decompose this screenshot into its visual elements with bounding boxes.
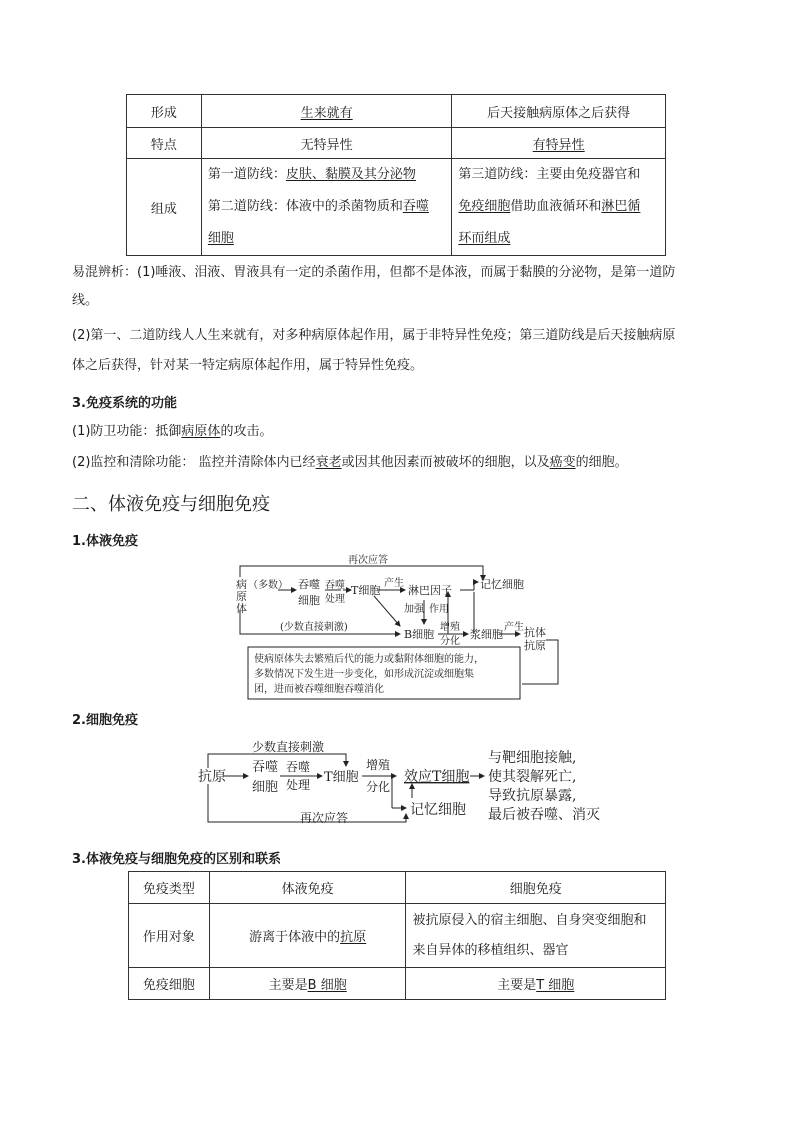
table-cell: 主要是T 细胞 [406, 968, 666, 1000]
again-label: 再次应答 [348, 555, 388, 566]
phagocyte-label-1: 吞噬 [252, 760, 279, 775]
confusion-note-1: 易混辨析：(1)唾液、泪液、胃液具有一定的杀菌作用，但都不是体液，而属于黏膜的分泌物，是第一道防 线。 [72, 265, 676, 308]
result-line-4: 最后被吞噬、消灭 [488, 807, 600, 823]
table-cell: 第三道防线：主要由免疫器官和 免疫细胞借助血液循环和淋巴循 环而组成 [452, 159, 666, 256]
column-header: 细胞免疫 [406, 872, 666, 904]
table-cell: 游离于体液中的抗原 [209, 904, 406, 968]
confusion-note-2: (2)第一、二道防线人人生来就有，对多种病原体起作用，属于非特异性免疫；第三道防线是后天接触病原 体之后获得，针对某一特定病原体起作用，属于特异性免疫。 [72, 328, 676, 373]
table-cell: 有特异性 [452, 128, 666, 159]
b-cell-label: B细胞 [404, 628, 435, 641]
row-label: 免疫细胞 [129, 968, 210, 1000]
table-row [129, 904, 666, 968]
section-heading: 3.免疫系统的功能 [72, 396, 177, 411]
table-cell: 无特异性 [201, 128, 452, 159]
process-label-2: 处理 [325, 594, 345, 605]
result-line-2: 使其裂解死亡, [488, 769, 577, 785]
section-heading: 1.体液免疫 [72, 534, 138, 549]
direct-stimulus-label: (少数直接刺激) [280, 622, 348, 633]
phagocyte-label-2: 细胞 [252, 780, 279, 795]
proliferate-label-1: 增殖 [366, 758, 391, 772]
process-label-1: 吞噬 [286, 760, 311, 774]
pathogen-label-1: 病 [236, 578, 247, 591]
phagocyte-label-2: 细胞 [298, 594, 320, 607]
row-label: 作用对象 [129, 904, 210, 968]
proliferate-label-1: 增殖 [440, 622, 460, 633]
humoral-immunity-diagram [228, 552, 568, 702]
effector-t-cell-label: 效应T细胞 [404, 769, 470, 785]
table-row [127, 159, 666, 256]
memory-cell-label: 记忆细胞 [480, 578, 524, 591]
section-heading: 3.体液免疫与细胞免疫的区别和联系 [72, 852, 281, 867]
memory-cell-label: 记忆细胞 [410, 802, 466, 818]
lymphokine-label: 淋巴因子 [408, 584, 452, 597]
direct-stimulus-label: 少数直接刺激 [252, 740, 325, 754]
box-text-1: 使病原体失去繁殖后代的能力或黏附体细胞的能力， [254, 654, 484, 665]
box-text-3: 团，进而被吞噬细胞吞噬消化 [254, 684, 384, 695]
row-label: 组成 [127, 159, 202, 256]
table-cell: 第一道防线：皮肤、黏膜及其分泌物 第二道防线：体液中的杀菌物质和吞噬 细胞 [201, 159, 452, 256]
enhance-label: 加强 [404, 604, 424, 615]
majority-label: （多数） [248, 580, 288, 591]
column-header: 免疫类型 [129, 872, 210, 904]
antigen-label: 抗原 [198, 769, 226, 785]
table-cell: 被抗原侵入的宿主细胞、自身突变细胞和 来自异体的移植组织、器官 [406, 904, 666, 968]
process-label-2: 处理 [286, 778, 311, 792]
table-cell: 主要是B 细胞 [209, 968, 406, 1000]
table-row [129, 968, 666, 1000]
pathogen-label-2: 原 [236, 590, 247, 603]
immunity-defense-table [126, 94, 666, 256]
proliferate-label-2: 分化 [366, 780, 391, 794]
plasma-cell-label: 浆细胞 [470, 628, 503, 641]
box-text-2: 多数情况下发生进一步变化，如形成沉淀或细胞集 [254, 669, 474, 680]
pathogen-label-3: 体 [236, 602, 247, 615]
result-line-3: 导致抗原暴露, [488, 788, 577, 804]
antigen-label: 抗原 [524, 639, 546, 652]
row-label: 特点 [127, 128, 202, 159]
table-row [127, 128, 666, 159]
function-item: (2)监控和清除功能： 监控并清除体内已经衰老或因其他因素而被破坏的细胞，以及癌变的细胞。 [72, 455, 628, 470]
table-cell: 生来就有 [201, 95, 452, 128]
t-cell-label: T细胞 [324, 770, 359, 785]
produce-label: 产生 [384, 578, 404, 589]
section-heading: 2.细胞免疫 [72, 713, 138, 728]
process-label-1: 吞噬 [325, 580, 345, 591]
again-label: 再次应答 [300, 811, 349, 825]
table-row [127, 95, 666, 128]
t-cell-label: T细胞 [351, 584, 381, 597]
immunity-comparison-table [128, 871, 666, 1000]
table-row [129, 872, 666, 904]
effect-label: 作用 [429, 604, 449, 615]
result-line-1: 与靶细胞接触, [488, 750, 577, 766]
column-header: 体液免疫 [209, 872, 406, 904]
antibody-label: 抗体 [524, 626, 546, 639]
function-item: (1)防卫功能：抵御病原体的攻击。 [72, 424, 273, 439]
part-title: 二、体液免疫与细胞免疫 [72, 494, 270, 515]
table-cell: 后天接触病原体之后获得 [452, 95, 666, 128]
produce-label-2: 产生 [504, 622, 524, 633]
cellular-immunity-diagram [196, 736, 600, 830]
phagocyte-label-1: 吞噬 [298, 578, 320, 591]
row-label: 形成 [127, 95, 202, 128]
proliferate-label-2: 分化 [440, 636, 460, 647]
